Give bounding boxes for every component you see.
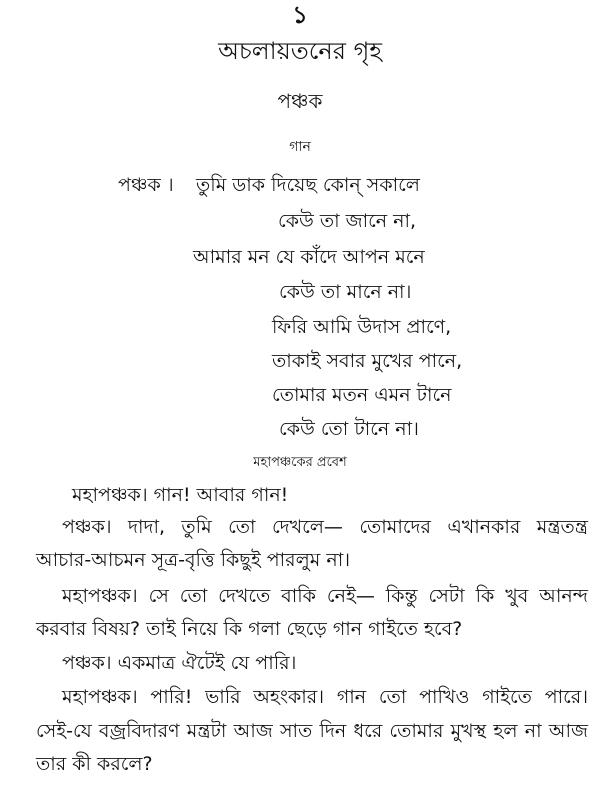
dialogue-line: করবার বিষয়? তাই নিয়ে কি গলা ছেড়ে গান গাইতে হবে? [36,618,463,640]
dialogue-line: সেই-যে বজ্রবিদারণ মন্ত্রটা আজ সাত দিন ধরে তোমার মুখস্থ হল না আজ [36,720,588,742]
subtitle: পঞ্চক [277,89,323,113]
song-speaker: পঞ্চক । [118,174,174,196]
dialogue-line: মহাপঞ্চক। গান! আবার গান! [72,484,289,506]
dialogue-line: মহাপঞ্চক। পারি! ভারি অহংকার। গান তো পাখিও গাইতে পারে। [62,686,588,708]
song-line: কেউ তো টানে না। [279,418,419,440]
song-line: ফিরি আমি উদাস প্রাণে, [272,316,452,338]
dialogue-line: আচার-আচমন সূত্র-বৃত্তি কিছুই পারলুম না। [36,549,350,571]
page-number: ১ [292,1,308,29]
song-line: কেউ তা জানে না, [278,210,417,232]
dialogue-line: তার কী করলে? [36,753,153,775]
song-line: তুমি ডাক দিয়েছ কোন্ সকালে [196,174,420,196]
song-line: তোমার মতন এমন টানে [272,384,452,406]
stage-direction: মহাপঞ্চকের প্রবেশ [253,455,347,470]
song-line: আমার মন যে কাঁদে আপন মনে [193,246,425,268]
page-title: অচলায়তনের গৃহ [218,37,382,65]
song-heading: গান [289,139,311,155]
dialogue-line: পঞ্চক। দাদা, তুমি তো দেখলে— তোমাদের এখানকার মন্ত্রতন্ত্র [62,516,588,538]
dialogue-line: মহাপঞ্চক। সে তো দেখতে বাকি নেই— কিন্তু সেটা কি খুব আনন্দ [62,585,588,607]
dialogue-line: পঞ্চক। একমাত্র ঐটেই যে পারি। [62,652,297,674]
song-line: কেউ তা মানে না। [279,281,412,303]
song-line: তাকাই সবার মুখের পানে, [272,350,463,372]
